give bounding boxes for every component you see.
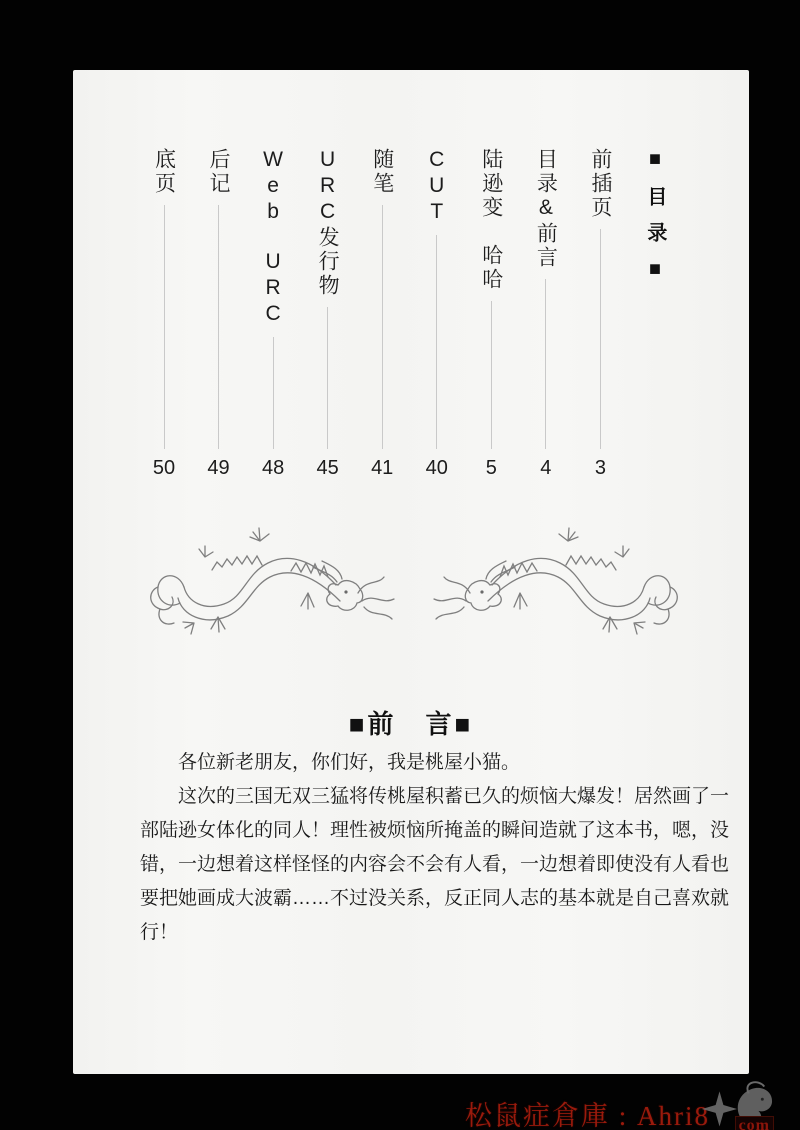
toc-item-title: Web URC: [261, 148, 285, 328]
toc-item-page-number: 3: [594, 457, 606, 479]
watermark-logo-text: com: [735, 1116, 774, 1130]
toc-item-page-number: 48: [261, 457, 285, 479]
toc-item-page-number: 45: [316, 457, 339, 479]
toc-connector-line: [218, 205, 219, 449]
book-page: [73, 70, 749, 1074]
squirrel-logo-icon: [702, 1084, 774, 1130]
toc-item: [360, 148, 404, 480]
toc-item-title: 随笔: [370, 148, 394, 196]
toc-item-title: 后记: [207, 148, 231, 196]
toc-connector-line: [545, 279, 546, 449]
toc-item-page-number: 4: [540, 457, 552, 479]
toc-item: [524, 148, 568, 480]
toc-item: [142, 148, 186, 480]
toc-item-page-number: 50: [152, 457, 176, 479]
toc-connector-line: [382, 205, 383, 449]
toc-item-page-number: 5: [485, 457, 497, 479]
toc-connector-line: [600, 229, 601, 449]
preface-text-line: 要把她画成大波霸……不过没关系，反正同人志的基本就是自己喜欢就: [140, 888, 730, 909]
preface-text-line: 错，一边想着这样怪怪的内容会不会有人看，一边想着即使没有人看也: [140, 854, 730, 875]
toc-item-page-number: 41: [371, 457, 394, 479]
toc-item-title: 前插页: [588, 148, 612, 220]
toc-header: [633, 148, 677, 480]
preface-text-line: 这次的三国无双三猛将传桃屋积蓄已久的烦恼大爆发！居然画了一: [178, 786, 730, 807]
toc-item-title: 目录&前言: [534, 148, 558, 270]
toc-item-title: URC发行物: [316, 148, 340, 298]
preface-text-line: 各位新老朋友，你们好，我是桃屋小猫。: [178, 752, 521, 773]
preface-text-line: 行！: [140, 922, 179, 943]
toc-connector-line: [273, 337, 274, 449]
toc-item: [578, 148, 622, 480]
toc-item: [415, 148, 459, 480]
toc-connector-line: [436, 235, 437, 449]
preface-heading: ■前 言■: [348, 709, 474, 739]
toc-item-page-number: 40: [425, 457, 448, 479]
toc-item-page-number: 49: [207, 457, 230, 479]
toc-item: [469, 148, 513, 480]
dragon-ornament-icon: [150, 505, 680, 640]
toc-item-title: CUT: [425, 148, 449, 226]
toc-item-title: 底页: [152, 148, 176, 196]
preface-text-line: 部陆逊女体化的同人！理性被烦恼所掩盖的瞬间造就了这本书，嗯，没: [140, 820, 730, 841]
toc-connector-line: [491, 301, 492, 449]
toc-item: [251, 148, 295, 480]
preface-body: [140, 746, 730, 950]
toc-connector-line: [327, 307, 328, 449]
toc-connector-line: [164, 205, 165, 449]
watermark: [465, 1084, 774, 1130]
dragon-ornament: [150, 505, 680, 640]
toc-item: [306, 148, 350, 480]
toc-header-title: ■目录■: [643, 148, 666, 296]
table-of-contents: [142, 148, 677, 480]
toc-item: [197, 148, 241, 480]
toc-item-title: 陆逊变 哈哈: [479, 148, 503, 292]
watermark-text: 松鼠症倉庫 : Ahri8: [465, 1101, 710, 1130]
